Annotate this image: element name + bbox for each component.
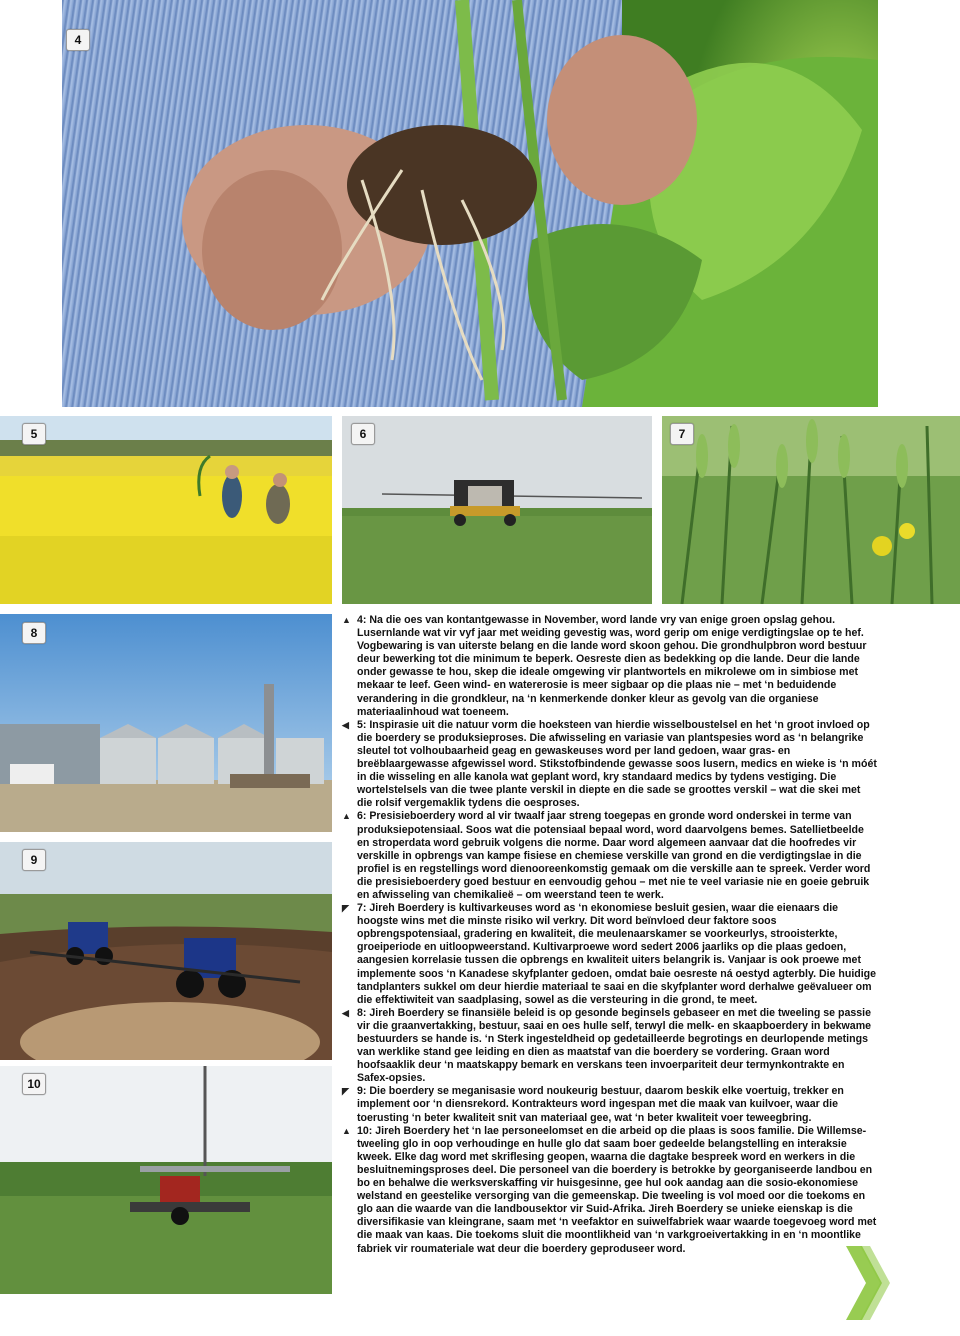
photo-number-badge: 6 [351, 423, 375, 445]
photo-7-grain-ears [662, 416, 960, 604]
photo-8-silos [0, 614, 332, 832]
caption-7 [340, 902, 878, 1007]
photo-9-tractors [0, 842, 332, 1060]
photo-captions [340, 614, 878, 1256]
caption-4 [340, 614, 878, 719]
caption-text: 9: Die boerdery se meganisasie word noukeurig bestuur, daarom beskik elke voertuig, trekker en implement oor ‘n diensrekord. Kontrakteurs word ingespan met die maak van kuilvoer, waar die toerusting ‘n beter kwaliteit snit van materiaal gee, wat ‘n beter kwaliteit voer teweegbring. [357, 1085, 844, 1124]
next-page-chevron-icon [844, 1244, 890, 1322]
caption-8 [340, 1007, 878, 1086]
caption-9 [340, 1085, 878, 1124]
caption-text: 10: Jireh Boerdery het ‘n lae personeelomset en die arbeid op die plaas is soos familie. Die Willemse-tweeling glo in oop verhoudinge en hulle glo dat saam boer gedeelde belangstelling en interaksie kweek. Elke dag word met skriflesing geopen, waarna die dagtake bespreek word en werkers in die besluitnemingsproses deel. Die personeel van die boerdery is betrokke by georganiseerde landbou en bo en behalwe die werksverskaffing vir huisgesinne, gee hul ook aandag aan die sosio-ekonomiese welstand en geestelike versorging van die gemeenskap. Die tweeling is vol moed oor die toekoms en glo aan die waarde van die landbousektor vir Suid-Afrika. Jireh Boerdery se unieke eienskap is die diversifikasie van kleingrane, saam met ‘n veefaktor en suiwelfabriek waar waarde toegevoeg word met die maak van kaas. Die toekoms sluit die moontlikheid van ‘n varkgroeivertakking in en ‘n moontlike fabriek vir roumateriale wat deur die boerdery geproduseer word. [357, 1124, 877, 1255]
caption-10 [340, 1125, 878, 1256]
photo-10-swather [0, 1066, 332, 1294]
caption-text: 4: Na die oes van kontantgewasse in November, word lande vry van enige groen opslag gehou. Lusernlande wat vir vyf jaar met weiding gevestig was, word gerip om enige verdigtingslae op te hef. Vogbewaring is van uiterste belang en die lande word skoon gehou. Die grondhulpbron word bestuur deur bewerking tot die minimum te beperk. Oesreste dien as bedekking op die lande. Deur die lande onder gewasse te hou, skep die ideale omgewing vir plantwortels en mikrolewe om in simbiose met mekaar te leef. Geen wind- en watererosie is meer sigbaar op die plaas nie – met ‘n beduidende verandering in die grondkleur, na ‘n kenmerkende donker kleur as gevolg van die organiese materiaalinhoud wat toeneem. [357, 614, 867, 718]
photo-number-badge: 10 [22, 1073, 46, 1095]
photo-number-badge: 5 [22, 423, 46, 445]
arrow-diagonal-icon: ◤ [342, 1086, 349, 1097]
photo-6-sprayer-field [342, 416, 652, 604]
photo-number-badge: 7 [670, 423, 694, 445]
arrow-diagonal-icon: ◤ [342, 903, 349, 914]
caption-text: 7: Jireh Boerdery is kultivarkeuses word as ‘n ekonomiese besluit gesien, waar die eienaars die hoogste wins met die minste risiko wil verkry. Dit word beïnvloed deur faktore soos opbrengspotensiaal, gradering en kwaliteit, die meulenaarskamer se voorkeurlys, strooisterkte, groeiperiode en uitloopweerstand. Kultivarproewe word sedert 2006 jaarliks op die plaas gedoen, aangesien korrelasie tussen die opbrengs en kwaliteit uiters belangrik is. Vanjaar is ook proewe met implemente soos ‘n Kanadese skyfplanter gedoen, omdat baie oesreste ná oestyd agterbly. Die huidige tandplanters sukkel om deur hierdie materiaal te saai en die skyfplanter word derhalwe geëvalueer om die effektiwiteit van saadplasing, sowel as die versteuring in die grond, te meet. [357, 902, 877, 1006]
caption-text: 6: Presisieboerdery word al vir twaalf jaar streng toegepas en gronde word onderskei in terme van produksiepotensiaal. Soos wat die potensiaal bepaal word, word daarvolgens bemes. Satellietbeelde en stroperdata word gebruik volgens die norme. Daar word algemeen aanvaar dat die hoofredes vir verskille in opbrengs van kampe fisiese en chemiese verskille van grond en die verdigtingslae in die profiel is en regstellings word dienooreenkomstig gemaak om die verskille aan te spreek. Verder word die presisieboerdery goed bestuur en eenvoudig gehou – met nie te veel variasie nie en goeie gebruik en afwisseling van chemikalieë – om weerstand teen te werk. [357, 810, 871, 901]
arrow-left-icon: ◀ [342, 1007, 349, 1018]
arrow-up-icon: ▲ [342, 811, 351, 822]
arrow-left-icon: ◀ [342, 719, 349, 730]
arrow-up-icon: ▲ [342, 615, 351, 625]
photo-4-hands-roots [62, 0, 878, 407]
caption-6 [340, 810, 878, 902]
caption-5 [340, 719, 878, 811]
photo-number-badge: 9 [22, 849, 46, 871]
arrow-up-icon: ▲ [342, 1125, 351, 1136]
caption-text: 5: Inspirasie uit die natuur vorm die hoeksteen van hierdie wisselboustelsel en het ‘n groot invloed op die boerdery se produksieproses. Die afwisseling en variasie van plantspesies word as ‘n belangrike sleutel tot volhoubaarheid geag en gewaskeuses word per land gedoen, waar gras- en breëblaargewasse afgewissel word. Stikstofbindende gewasse soos lusern, medics en wieke is ‘n móét in die wisseling en alle kanola wat geplant word, kry standaard medics by tydens vestiging. Die wortelstelsels van die twee plante verskil in diepte en die sade se groottes verskil – wat die skei met die rolsif vergemaklik tydens die oesproses. [357, 718, 877, 810]
photo-number-badge: 8 [22, 622, 46, 644]
caption-text: 8: Jireh Boerdery se finansiële beleid is op gesonde beginsels gebaseer en met die tweeling se passie vir die graanvertakking, bestuur, saai en oes hulle self, terwyl die melk- en skaapboerdery in bekwame bestuurders se hande is. ‘n Sterk ingesteldheid op gedetailleerde begrotings en deurlopende metings van werklike stand gee leiding en dien as maatstaf van die boerdery se vordering. Graan word hoofsaaklik deur ‘n maatskappy bemark en verskans teen invoerpariteit deur termynkontrakte en Safex-opsies. [357, 1006, 872, 1085]
photo-5-canola-field [0, 416, 332, 604]
photo-number-badge: 4 [66, 29, 90, 51]
